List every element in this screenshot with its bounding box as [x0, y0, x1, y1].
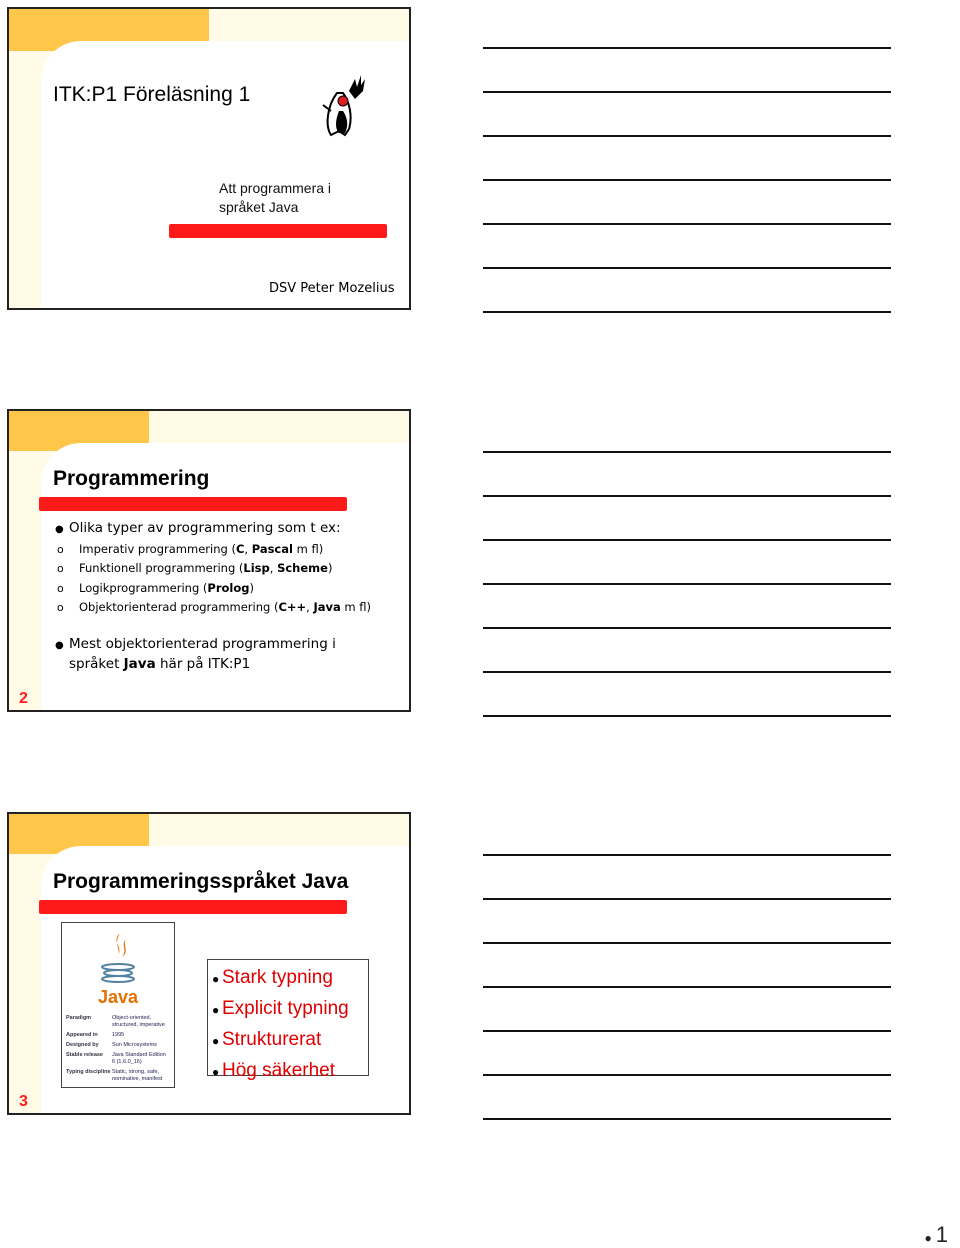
bullet-icon: ● — [924, 1231, 932, 1245]
note-lines-1 — [483, 47, 891, 355]
list-item-text: Mest objektorienterad programmering i — [69, 635, 336, 652]
java-infobox-image — [61, 922, 175, 1088]
bullet-icon: ● — [212, 1003, 220, 1017]
slide-subtitle — [219, 179, 331, 217]
slide-heading: Programmeringsspråket Java — [53, 870, 349, 893]
sub-bullet-icon: o — [57, 601, 64, 614]
slide-title: ITK:P1 Föreläsning 1 — [53, 83, 251, 106]
sub-list-item — [55, 598, 371, 618]
bullet-icon: ● — [55, 639, 64, 651]
svg-text:Java: Java — [97, 987, 139, 1007]
infobox-row: Typing discipline Static, strong, safe, nominative, manifest — [66, 1069, 163, 1082]
slide-1 — [7, 7, 411, 310]
sub-item-text: Objektorienterad programmering (C++, Java m fl) — [79, 600, 372, 614]
red-divider — [39, 497, 347, 511]
slide-3 — [7, 812, 411, 1115]
slide-author: DSV Peter Mozelius — [269, 281, 395, 296]
sub-list-item — [55, 579, 371, 599]
note-lines-2 — [483, 451, 891, 759]
red-divider — [39, 900, 347, 914]
infobox-row: Designed by Sun Microsystems — [66, 1042, 157, 1048]
java-logo-icon — [92, 929, 144, 1011]
list-item-continuation — [55, 655, 371, 675]
sub-bullet-icon: o — [57, 581, 64, 595]
feature-item: ● Explicit typning — [212, 994, 364, 1025]
infobox-row: Stable release Java Standard Edition 6 (1.6.0_16) — [66, 1052, 166, 1065]
list-item-text: språket Java här på ITK:P1 — [69, 656, 251, 672]
red-divider — [169, 224, 387, 238]
sub-item-text: Logikprogrammering (Prolog) — [79, 580, 254, 595]
infobox-row: Appeared in 1995 — [66, 1032, 125, 1038]
sub-bullet-icon: o — [57, 542, 64, 556]
infobox-table — [66, 1015, 168, 1086]
feature-item: ● Strukturerat — [212, 1025, 364, 1056]
page-number: ● 1 — [924, 1222, 948, 1247]
feature-item: ● Hög säkerhet — [212, 1056, 364, 1087]
sub-item-text: Imperativ programmering (C, Pascal m fl) — [79, 541, 324, 556]
bullet-list — [55, 519, 371, 675]
feature-list-box — [207, 959, 369, 1081]
bullet-icon: ● — [212, 1065, 220, 1079]
slide-2 — [7, 409, 411, 712]
sub-list-item — [55, 540, 371, 560]
sub-item-text: Funktionell programmering (Lisp, Scheme) — [79, 561, 333, 575]
feature-item: ● Stark typning — [212, 963, 364, 994]
bullet-icon: ● — [212, 1034, 220, 1048]
list-item — [55, 519, 371, 540]
list-item — [55, 635, 371, 656]
slide-number: 2 — [19, 690, 28, 707]
bullet-icon: ● — [212, 972, 220, 986]
slide-number: 3 — [19, 1093, 28, 1110]
duke-mascot-icon — [319, 71, 369, 141]
sub-list-item — [55, 559, 371, 579]
sub-bullet-icon: o — [57, 562, 64, 575]
note-lines-3 — [483, 854, 891, 1162]
subtitle-line-2: språket Java — [219, 199, 299, 215]
subtitle-line-1: Att programmera i — [219, 180, 332, 196]
bullet-icon: ● — [55, 524, 64, 535]
infobox-row: Paradigm Object-oriented, structured, imperative — [66, 1015, 165, 1028]
list-item-text: Olika typer av programmering som t ex: — [69, 520, 341, 536]
slide-heading: Programmering — [53, 467, 210, 490]
